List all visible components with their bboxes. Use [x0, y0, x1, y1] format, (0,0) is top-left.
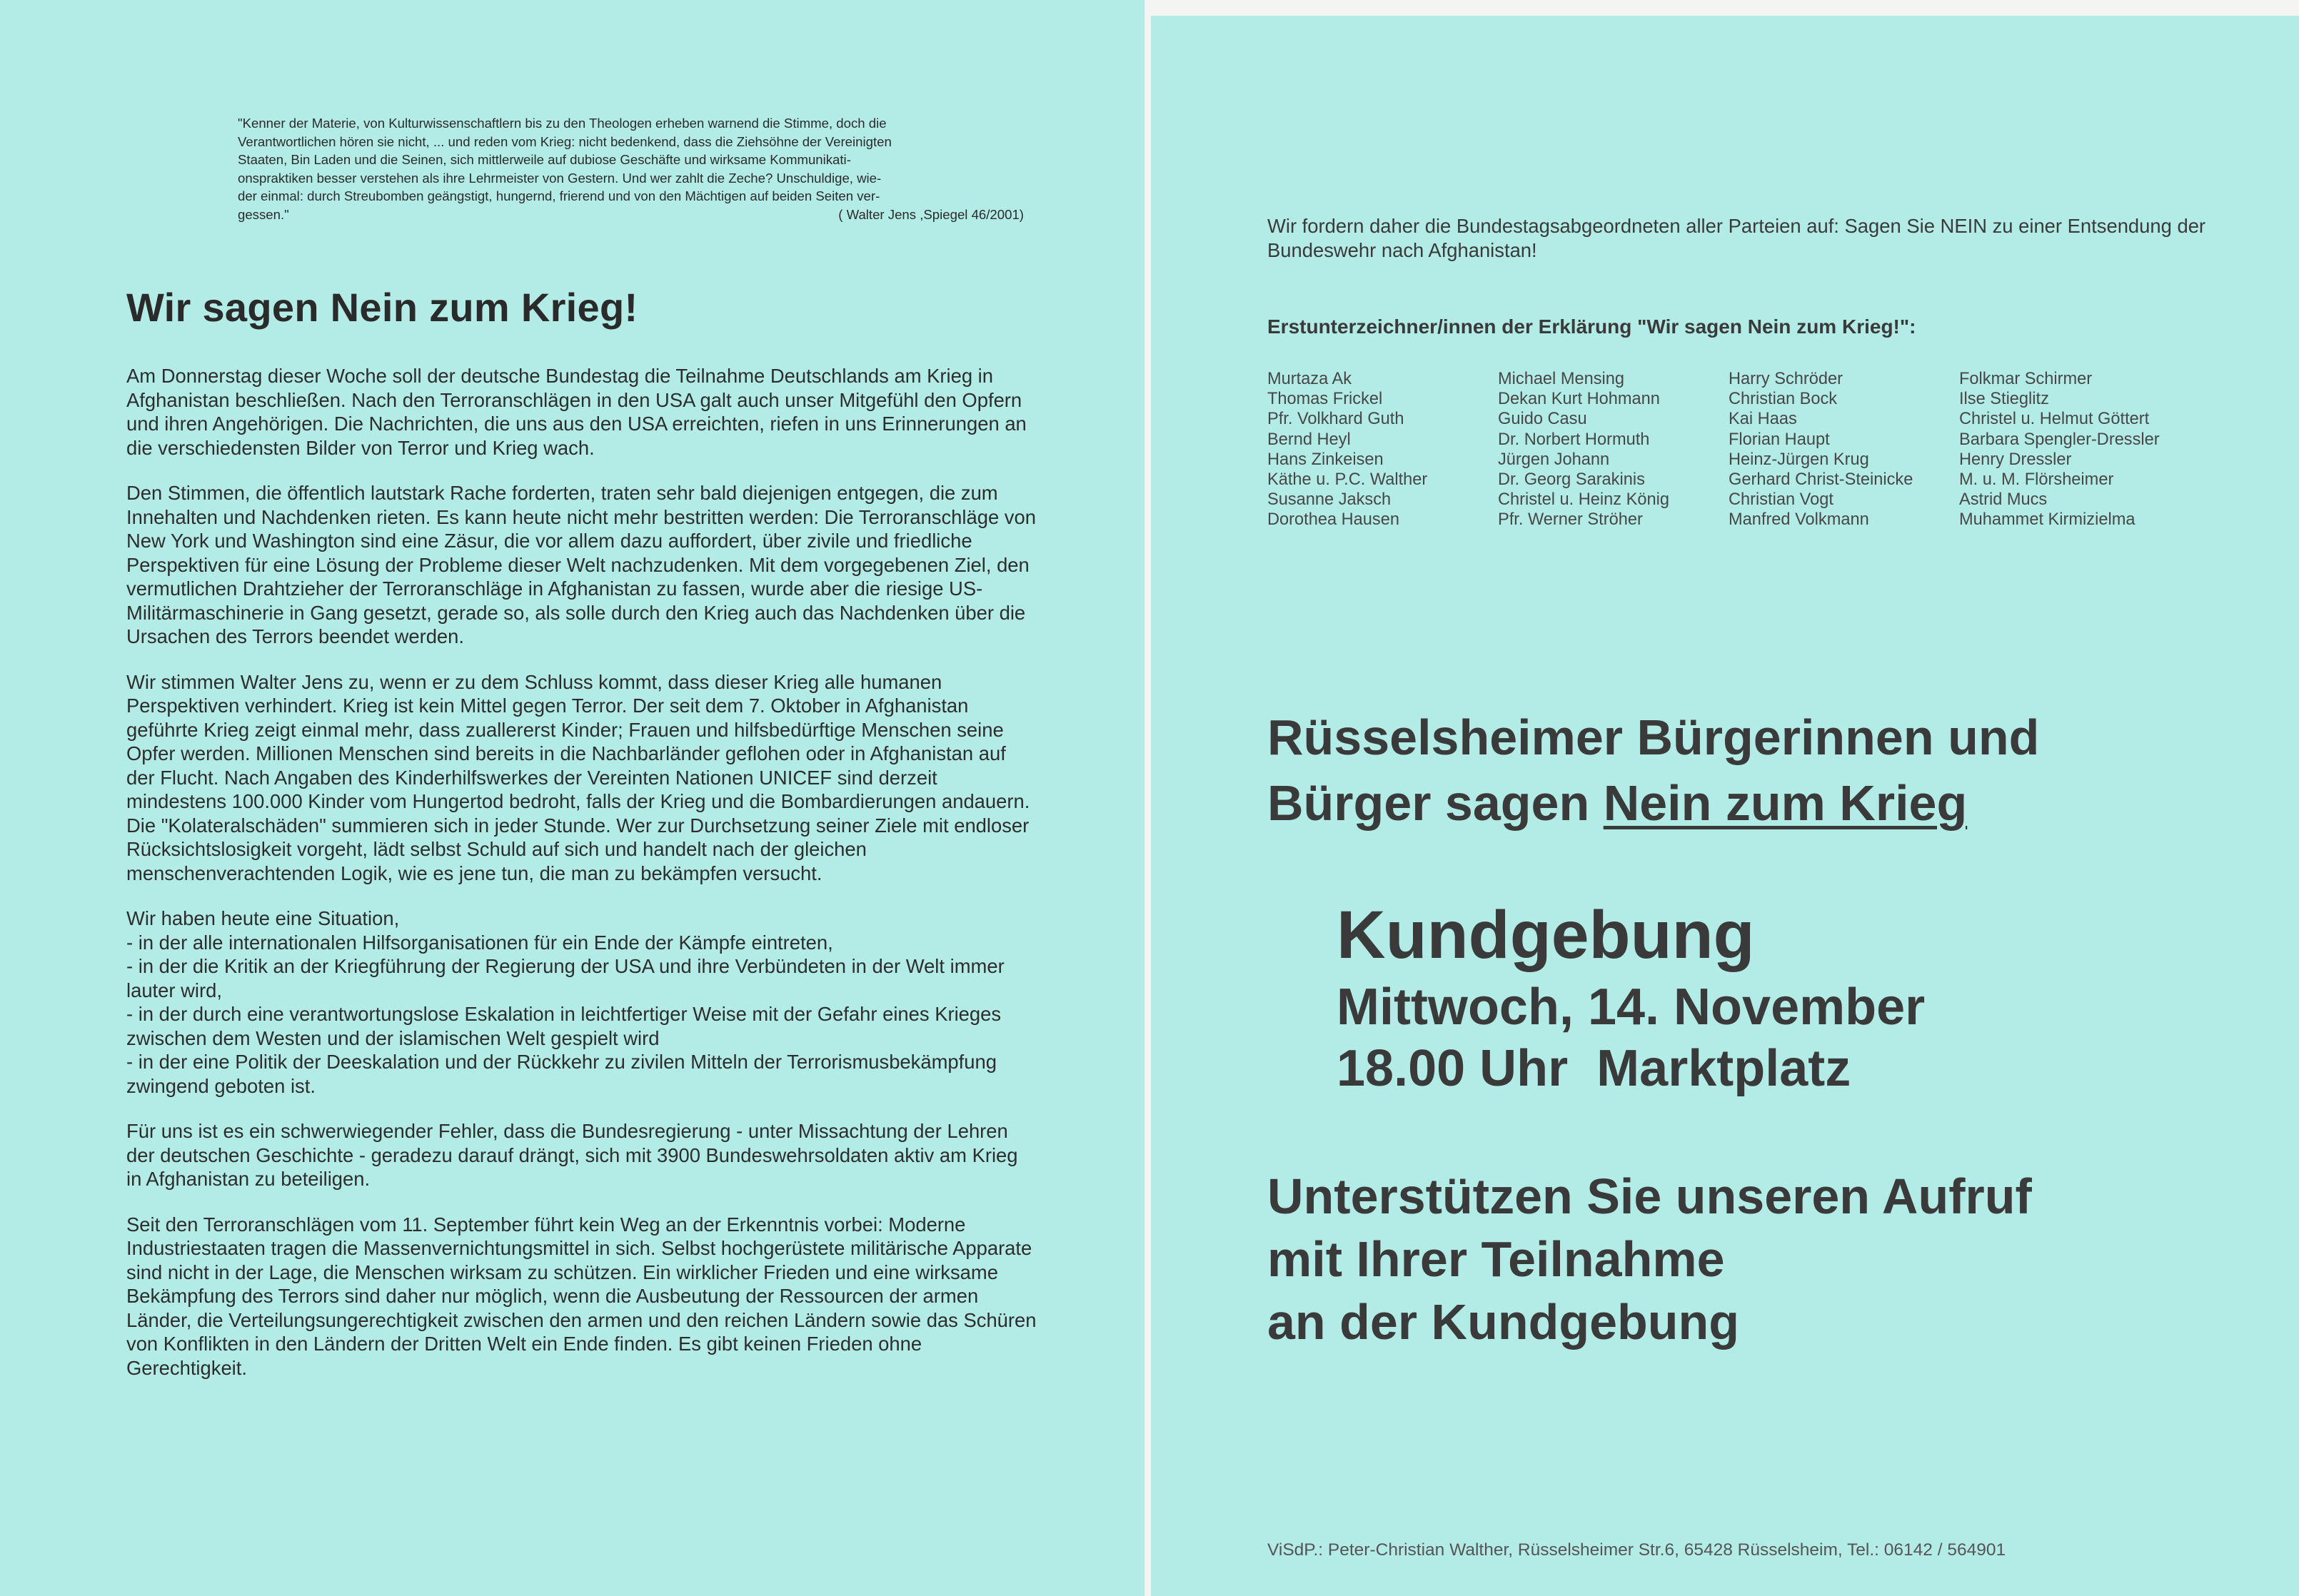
signatory: Florian Haupt	[1729, 430, 1830, 449]
signatory: Astrid Mucs	[1959, 490, 2048, 510]
headline	[1267, 704, 2281, 836]
paragraph: Den Stimmen, die öffentlich lautstark Rache forderten, traten sehr bald diejenigen entgegen, die zum Innehalten und Nachdenken rieten. Es kann heute nicht mehr bestritten werden: Die Terroranschläge von New York und Washington sind eine Zäsur, die vor allem dazu auffordert, über zivile und friedliche Perspektiven für eine Lösung der Probleme dieser Welt nachzudenken. Mit dem vorgegebenen Ziel, den vermutlichen Drahtzieher der Terroranschläge in Afghanistan zu fassen, wurde aber die riesige US-Militärmaschinerie in Gang gesetzt, gerade so, als solle durch den Krieg auch das Nachdenken über die Ursachen des Terrors beendet werden.	[126, 482, 1036, 647]
quote-line: gessen."	[238, 206, 289, 222]
event-time-location: 18.00 Uhr Marktplatz	[1337, 1040, 1851, 1097]
signatory: Dekan Kurt Hohmann	[1498, 390, 1660, 409]
imprint: ViSdP.: Peter-Christian Walther, Rüsselsheimer Str.6, 65428 Rüsselsheim, Tel.: 06142 / 564901	[1267, 1540, 2006, 1560]
signatories-heading: Erstunterzeichner/innen der Erklärung "Wir sagen Nein zum Krieg!":	[1267, 315, 1916, 338]
signatory: Harry Schröder	[1729, 370, 1843, 388]
signatories-column	[1959, 369, 2195, 530]
signatory: Henry Dressler	[1959, 450, 2072, 469]
signatory: Gerhard Christ-Steinicke	[1729, 470, 1913, 490]
paragraph: Für uns ist es ein schwerwiegender Fehler, dass die Bundesregierung - unter Missachtung der Lehren der deutschen Geschichte - geradezu darauf drängt, sich mit 3900 Bundeswehrsoldaten aktiv am Krieg in Afghanistan zu beteiligen.	[126, 1120, 1018, 1190]
left-page	[0, 0, 1145, 1596]
signatories-column	[1498, 369, 1729, 530]
paragraph: Seit den Terroranschlägen vom 11. September führt kein Weg an der Erkenntnis vorbei: Moderne Industriestaaten tragen die Massenvernichtungsmittel in sich. Selbst hochgerüstete militärische Apparate sind nicht in der Lage, die Menschen wirksam zu schützen. Ein wirklicher Frieden und eine wirksame Bekämpfung des Terrors sind daher nur möglich, wenn die Ausbeutung der Ressourcen der armen Länder, die Verteilungsungerechtigkeit zwischen den armen und den reichen Ländern sowie das Schüren von Konflikten in den Ländern der Dritten Welt ein Ende finden. Es gibt keinen Frieden ohne Gerechtigkeit.	[126, 1213, 1037, 1379]
signatory: Christian Vogt	[1729, 490, 1833, 510]
signatory: Guido Casu	[1498, 410, 1587, 429]
signatory: Kai Haas	[1729, 410, 1797, 429]
headline-line-1: Rüsselsheimer Bürgerinnen und	[1267, 709, 2040, 765]
quote-line: der einmal: durch Streubomben geängstigt, hungernd, frierend und von den Mächtigen auf beiden Seiten ver-	[238, 188, 880, 204]
signatory: Dr. Norbert Hormuth	[1498, 430, 1650, 449]
signatory: M. u. M. Flörsheimer	[1959, 470, 2114, 490]
signatory: Heinz-Jürgen Krug	[1729, 450, 1869, 469]
page-title: Wir sagen Nein zum Krieg!	[126, 285, 638, 330]
paragraph: Wir stimmen Walter Jens zu, wenn er zu dem Schluss kommt, dass dieser Krieg alle humanen Perspektiven verhindert. Krieg ist kein Mittel gegen Terror. Der seit dem 7. Oktober in Afghanistan geführte Krieg zeigt einmal mehr, dass zuallererst Kinder; Frauen und hilfsbedürftige Menschen seine Opfer werden. Millionen Menschen sind bereits in die Nachbarländer geflohen oder in Afghanistan auf der Flucht. Nach Angaben des Kinderhilfswerkes der Vereinten Nationen UNICEF sind derzeit mindestens 100.000 Kinder vom Hungertod bedroht, falls der Krieg und die Bombardierungen andauern. Die "Kolateralschäden" summieren sich in jeder Stunde. Wer zur Durchsetzung seiner Ziele mit endloser Rücksichtslosigkeit vorgeht, lädt selbst Schuld auf sich und handelt nach der gleichen menschenverachtenden Logik, wie es jene tun, die man zu bekämpfen versucht.	[126, 670, 1030, 884]
appeal	[1267, 1165, 2281, 1353]
signatory: Christel u. Helmut Göttert	[1959, 410, 2150, 429]
right-page	[1151, 16, 2299, 1596]
appeal-line: Unterstützen Sie unseren Aufruf	[1267, 1168, 2032, 1224]
signatory: Manfred Volkmann	[1729, 510, 1869, 530]
signatory: Christel u. Heinz König	[1498, 490, 1669, 510]
event-date: Mittwoch, 14. November	[1337, 979, 1926, 1036]
signatory: Hans Zinkeisen	[1267, 450, 1384, 469]
appeal-line: an der Kundgebung	[1267, 1294, 1740, 1350]
signatory: Pfr. Volkhard Guth	[1267, 410, 1404, 429]
signatory: Susanne Jaksch	[1267, 490, 1392, 510]
signatory: Folkmar Schirmer	[1959, 370, 2093, 388]
article-body	[126, 364, 1037, 1401]
walter-jens-quote	[238, 114, 1041, 224]
signatory: Michael Mensing	[1498, 370, 1625, 388]
quote-source: ( Walter Jens ,Spiegel 46/2001)	[838, 206, 1024, 222]
signatories-column	[1267, 369, 1498, 530]
paragraph: Am Donnerstag dieser Woche soll der deutsche Bundestag die Teilnahme Deutschlands am Krieg in Afghanistan beschließen. Nach den Terroranschlägen in den USA galt auch unser Mitgefühl den Opfern und ihren Angehörigen. Die Nachrichten, die uns aus den USA erreichten, riefen in uns Erinnerungen an die verschiedensten Bilder von Terror und Krieg wach.	[126, 365, 1027, 459]
headline-underlined: Nein zum Krieg	[1603, 775, 1968, 831]
signatory: Ilse Stieglitz	[1959, 390, 2049, 409]
signatories-list	[1267, 369, 2299, 530]
signatories-column	[1729, 369, 1959, 530]
signatory: Pfr. Werner Ströher	[1498, 510, 1643, 530]
signatory: Thomas Frickel	[1267, 390, 1383, 409]
signatory: Barbara Spengler-Dressler	[1959, 430, 2160, 449]
signatory: Murtaza Ak	[1267, 370, 1352, 388]
headline-line-2: Bürger sagen	[1267, 775, 1604, 831]
demand-statement: Wir fordern daher die Bundestagsabgeordneten aller Parteien auf: Sagen Sie NEIN zu einer Entsendung der Bundeswehr nach Afghanistan!	[1267, 215, 2206, 261]
quote-line: Staaten, Bin Laden und die Seinen, sich mittlerweile auf dubiose Geschäfte und wirksame Kommunikati-	[238, 152, 851, 168]
signatory: Christian Bock	[1729, 390, 1838, 409]
quote-line: Verantwortlichen hören sie nicht, ... und reden vom Krieg: nicht bedenkend, dass die Ziehsöhne der Vereinigten	[238, 133, 892, 149]
signatory: Bernd Heyl	[1267, 430, 1351, 449]
event-title: Kundgebung	[1337, 897, 1755, 973]
quote-line: onspraktiken besser verstehen als ihre Lehrmeister von Gestern. Und wer zahlt die Zeche? Unschuldige, wie-	[238, 170, 882, 186]
signatory: Jürgen Johann	[1498, 450, 1610, 469]
quote-line: "Kenner der Materie, von Kulturwissenschaftlern bis zu den Theologen erheben warnend die Stimme, doch die	[238, 116, 887, 131]
paragraph-situation-list: Wir haben heute eine Situation, - in der alle internationalen Hilfsorganisationen für ein Ende der Kämpfe eintreten, - in der die Kritik an der Kriegführung der Regierung der USA und ihre Verbündeten in der Welt immer lauter wird, - in der durch eine verantwortungslose Eskalation in leichtfertiger Weise mit der Gefahr eines Krieges zwischen dem Westen und der islamischen Welt gespielt wird - in der eine Politik der Deeskalation und der Rückkehr zu zivilen Mitteln der Terrorismusbekämpfung zwingend geboten ist.	[126, 907, 1005, 1097]
signatory: Dr. Georg Sarakinis	[1498, 470, 1645, 490]
signatory: Käthe u. P.C. Walther	[1267, 470, 1428, 490]
signatory: Muhammet Kirmizielma	[1959, 510, 2135, 530]
signatory: Dorothea Hausen	[1267, 510, 1399, 530]
appeal-line: mit Ihrer Teilnahme	[1267, 1231, 1725, 1287]
